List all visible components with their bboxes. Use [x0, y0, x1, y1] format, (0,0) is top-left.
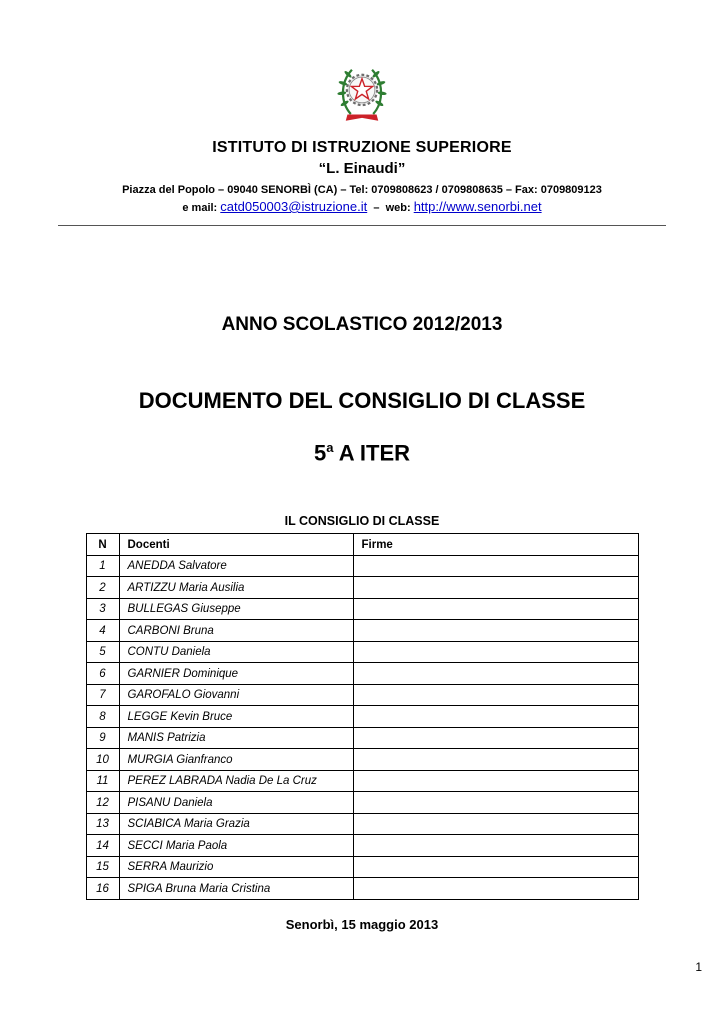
docente-name: SERRA Maurizio [119, 856, 353, 878]
docente-name: ANEDDA Salvatore [119, 555, 353, 577]
docente-name: BULLEGAS Giuseppe [119, 598, 353, 620]
firma-cell [353, 856, 638, 878]
class-tail: A ITER [333, 440, 411, 466]
table-header-row [86, 534, 638, 556]
firma-cell [353, 727, 638, 749]
letterhead [0, 60, 724, 226]
header-divider [58, 225, 666, 226]
firma-cell [353, 770, 638, 792]
table-row [86, 555, 638, 577]
docente-name: SPIGA Bruna Maria Cristina [119, 878, 353, 900]
table-row [86, 641, 638, 663]
docente-name: GARNIER Dominique [119, 663, 353, 685]
table-row [86, 663, 638, 685]
email-link[interactable]: catd050003@istruzione.it [220, 199, 368, 214]
docente-name: CARBONI Bruna [119, 620, 353, 642]
row-number: 9 [86, 727, 119, 749]
table-row [86, 706, 638, 728]
school-name: “L. Einaudi” [318, 160, 406, 177]
row-number: 4 [86, 620, 119, 642]
column-header-n: N [86, 534, 119, 556]
table-row [86, 749, 638, 771]
row-number: 7 [86, 684, 119, 706]
table-row [86, 813, 638, 835]
row-number: 11 [86, 770, 119, 792]
school-year-heading: ANNO SCOLASTICO 2012/2013 [221, 314, 503, 335]
italian-republic-emblem-icon [334, 60, 390, 131]
table-row [86, 620, 638, 642]
row-number: 1 [86, 555, 119, 577]
firma-cell [353, 620, 638, 642]
table-row [86, 835, 638, 857]
firma-cell [353, 835, 638, 857]
row-number: 12 [86, 792, 119, 814]
email-label: e mail: [182, 202, 218, 214]
docente-name: CONTU Daniela [119, 641, 353, 663]
row-number: 8 [86, 706, 119, 728]
row-number: 5 [86, 641, 119, 663]
consiglio-table [86, 533, 639, 900]
row-number: 15 [86, 856, 119, 878]
table-row [86, 598, 638, 620]
contact-line [0, 199, 724, 214]
table-row [86, 727, 638, 749]
row-number: 2 [86, 577, 119, 599]
firma-cell [353, 641, 638, 663]
firma-cell [353, 706, 638, 728]
class-title [0, 440, 724, 466]
web-link[interactable]: http://www.senorbi.net [413, 199, 542, 214]
column-header-docenti: Docenti [119, 534, 353, 556]
table-row [86, 856, 638, 878]
class-base: 5 [313, 440, 327, 466]
firma-cell [353, 598, 638, 620]
docente-name: PISANU Daniela [119, 792, 353, 814]
row-number: 14 [86, 835, 119, 857]
firma-cell [353, 792, 638, 814]
docente-name: SECCI Maria Paola [119, 835, 353, 857]
address-line: Piazza del Popolo – 09040 SENORBÌ (CA) – Tel: 0709808623 / 0709808635 – Fax: 0709809123 [122, 184, 602, 196]
row-number: 6 [86, 663, 119, 685]
table-row [86, 770, 638, 792]
row-number: 13 [86, 813, 119, 835]
column-header-firme: Firme [353, 534, 638, 556]
docente-name: PEREZ LABRADA Nadia De La Cruz [119, 770, 353, 792]
firma-cell [353, 663, 638, 685]
firma-cell [353, 878, 638, 900]
docente-name: ARTIZZU Maria Ausilia [119, 577, 353, 599]
table-row [86, 684, 638, 706]
document-title: DOCUMENTO DEL CONSIGLIO DI CLASSE [138, 388, 586, 413]
row-number: 16 [86, 878, 119, 900]
row-number: 10 [86, 749, 119, 771]
table-row [86, 792, 638, 814]
firma-cell [353, 684, 638, 706]
institute-name: ISTITUTO DI ISTRUZIONE SUPERIORE [212, 139, 512, 156]
table-row [86, 878, 638, 900]
firma-cell [353, 577, 638, 599]
class-superscript: a [326, 440, 334, 455]
page-number: 1 [695, 960, 702, 974]
row-number: 3 [86, 598, 119, 620]
docente-name: LEGGE Kevin Bruce [119, 706, 353, 728]
firma-cell [353, 555, 638, 577]
docente-name: MANIS Patrizia [119, 727, 353, 749]
docente-name: MURGIA Gianfranco [119, 749, 353, 771]
firma-cell [353, 813, 638, 835]
web-label: web: [385, 202, 411, 214]
consiglio-table-title: IL CONSIGLIO DI CLASSE [284, 514, 440, 529]
docente-name: GAROFALO Giovanni [119, 684, 353, 706]
table-row [86, 577, 638, 599]
docente-name: SCIABICA Maria Grazia [119, 813, 353, 835]
date-line: Senorbì, 15 maggio 2013 [285, 916, 439, 932]
contact-separator: – [373, 202, 380, 214]
firma-cell [353, 749, 638, 771]
